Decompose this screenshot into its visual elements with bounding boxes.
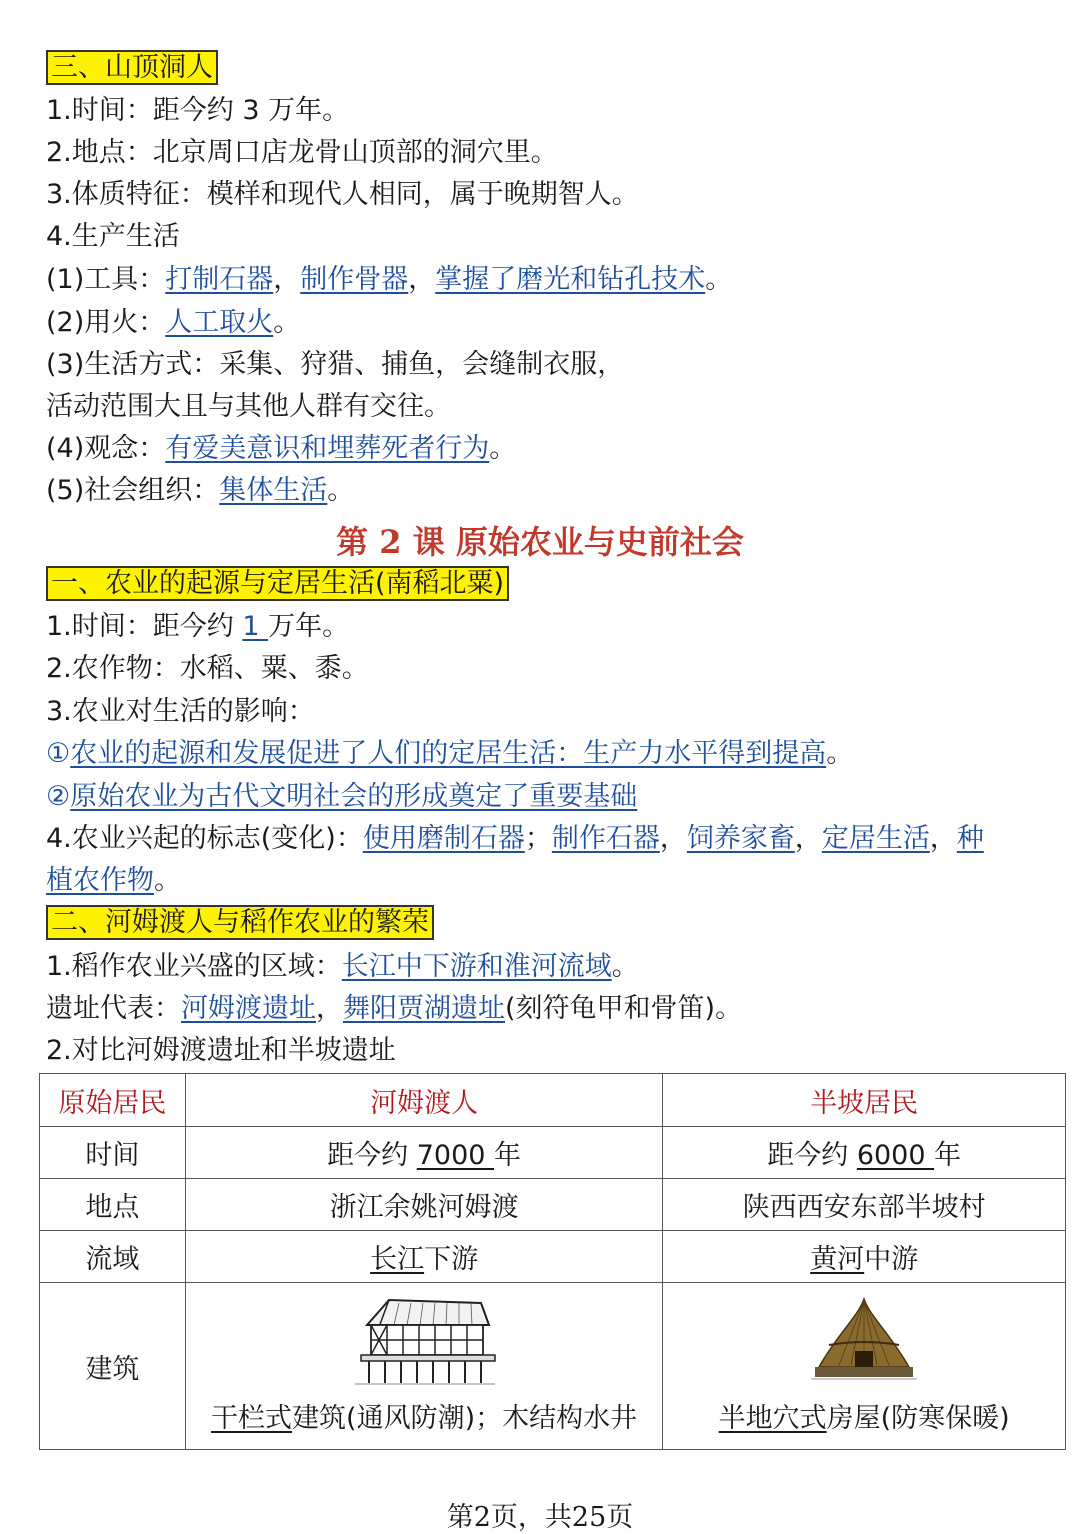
punct: 。 <box>489 433 517 464</box>
label: 遗址代表： <box>46 993 181 1024</box>
table-cell <box>663 1283 1066 1450</box>
lesson-title: 第 2 课 原始农业与史前社会 <box>336 523 744 561</box>
cell-text: 距今约 <box>767 1140 857 1171</box>
table-header: 半坡居民 <box>663 1074 1066 1127</box>
punct: ， <box>929 823 957 854</box>
punct: 。 <box>273 307 301 338</box>
answer: 使用磨制石器 <box>362 823 525 854</box>
table-row <box>40 1231 1066 1283</box>
label: 4.农业兴起的标志(变化)： <box>46 823 363 854</box>
label: (4)观念： <box>46 433 166 464</box>
label: 1.稻作农业兴盛的区域： <box>46 951 342 982</box>
label: (5)社会组织： <box>46 475 220 506</box>
text-line: 2.农作物：水稻、粟、黍。 <box>46 653 369 684</box>
text-line <box>46 821 984 857</box>
text-line <box>46 305 300 341</box>
row-label: 地点 <box>40 1179 186 1231</box>
punct: ， <box>659 823 687 854</box>
label: (2)用火： <box>46 307 166 338</box>
table-cell <box>185 1127 663 1179</box>
answer: 人工取火 <box>165 307 274 338</box>
text-line <box>46 949 639 985</box>
text-line: 活动范围大且与其他人群有交往。 <box>46 391 451 422</box>
table-cell <box>185 1231 663 1283</box>
answer: 打制石器 <box>165 264 274 295</box>
text-line: 3.农业对生活的影响： <box>46 696 315 727</box>
punct: ， <box>408 264 436 295</box>
table-header-row <box>40 1074 1066 1127</box>
answer: 舞阳贾湖遗址 <box>343 993 505 1024</box>
table-row <box>40 1127 1066 1179</box>
table-header: 河姆渡人 <box>185 1074 663 1127</box>
text-line <box>46 431 516 467</box>
answer: 原始农业为古代文明社会的形成奠定了重要基础 <box>70 781 638 812</box>
label: 万年。 <box>268 611 350 642</box>
answer: 河姆渡遗址 <box>181 993 316 1024</box>
circled-number: ① <box>46 738 71 769</box>
cell-text: 中游 <box>864 1244 919 1275</box>
punct: ， <box>794 823 822 854</box>
cell-text: 建筑(通风防潮)；木结构水井 <box>292 1403 638 1434</box>
text-line <box>46 609 349 645</box>
cell-text: 年 <box>494 1140 522 1171</box>
table-cell: 浙江余姚河姆渡 <box>185 1179 663 1231</box>
text-line: 1.时间：距今约 3 万年。 <box>46 95 350 126</box>
text-line: 3.体质特征：模样和现代人相同，属于晚期智人。 <box>46 179 639 210</box>
underlined-value: 长江 <box>370 1244 425 1275</box>
text-line: (3)生活方式：采集、狩猎、捕鱼，会缝制衣服， <box>46 349 625 380</box>
text-line <box>46 736 853 772</box>
answer: 制作石器 <box>551 823 660 854</box>
answer: 掌握了磨光和钻孔技术 <box>435 264 706 295</box>
highlighted-heading: 二、河姆渡人与稻作农业的繁荣 <box>46 905 434 940</box>
punct: 。 <box>327 475 355 506</box>
table-cell <box>663 1231 1066 1283</box>
table-cell: 陕西西安东部半坡村 <box>663 1179 1066 1231</box>
punct: ， <box>273 264 301 295</box>
building-caption <box>663 1396 1065 1449</box>
cell-text: 距今约 <box>327 1140 417 1171</box>
underlined-value: 干栏式 <box>211 1403 293 1434</box>
cell-text: 房屋(防寒保暖) <box>826 1403 1010 1434</box>
text-line <box>46 991 742 1027</box>
text-line: 2.对比河姆渡遗址和半坡遗址 <box>46 1035 396 1066</box>
table-cell <box>663 1127 1066 1179</box>
text-line <box>46 779 637 815</box>
answer: 植农作物 <box>46 865 154 896</box>
punct: 。 <box>611 951 639 982</box>
underlined-value: 7000 <box>416 1140 495 1171</box>
table-row <box>40 1179 1066 1231</box>
text-line <box>46 473 354 509</box>
answer: 集体生活 <box>219 475 328 506</box>
section-heading <box>46 905 434 941</box>
row-label: 时间 <box>40 1127 186 1179</box>
row-label: 建筑 <box>40 1283 186 1450</box>
table-cell <box>185 1283 663 1450</box>
answer: 农业的起源和发展促进了人们的定居生活：生产力水平得到提高 <box>70 738 827 769</box>
table-row <box>40 1283 1066 1450</box>
punct: ； <box>524 823 552 854</box>
label: (刻符龟甲和骨笛)。 <box>505 993 743 1024</box>
building-caption <box>186 1396 663 1449</box>
stilt-house-illustration <box>349 1295 499 1390</box>
section-heading <box>46 566 509 602</box>
answer: 有爱美意识和埋葬死者行为 <box>165 433 490 464</box>
answer: 长江中下游和淮河流域 <box>341 951 612 982</box>
answer: 定居生活 <box>821 823 930 854</box>
comparison-table <box>39 1073 1066 1450</box>
highlighted-heading: 一、农业的起源与定居生活(南稻北粟) <box>46 566 509 601</box>
highlighted-heading: 三、山顶洞人 <box>46 50 218 85</box>
label: 1.时间：距今约 <box>46 611 243 642</box>
answer: 种 <box>956 823 984 854</box>
underlined-value: 6000 <box>856 1140 935 1171</box>
text-line <box>46 262 732 298</box>
answer: 1 <box>242 611 269 642</box>
cell-text: 年 <box>934 1140 962 1171</box>
section-heading <box>46 50 218 86</box>
label: (1)工具： <box>46 264 166 295</box>
punct: 。 <box>154 865 181 896</box>
punct: 。 <box>705 264 733 295</box>
underlined-value: 黄河 <box>810 1244 865 1275</box>
answer: 饲养家畜 <box>686 823 795 854</box>
underlined-value: 半地穴式 <box>718 1403 827 1434</box>
text-line: 2.地点：北京周口店龙骨山顶部的洞穴里。 <box>46 137 558 168</box>
semi-subterranean-hut-illustration <box>809 1295 919 1390</box>
page-footer: 第2页，共25页 <box>446 1502 634 1533</box>
answer: 制作骨器 <box>300 264 409 295</box>
row-label: 流域 <box>40 1231 186 1283</box>
table-header: 原始居民 <box>40 1074 186 1127</box>
text-line <box>46 863 181 899</box>
punct: 。 <box>826 738 854 769</box>
punct: ， <box>316 993 343 1024</box>
circled-number: ② <box>46 781 71 812</box>
cell-text: 下游 <box>424 1244 479 1275</box>
text-line: 4.生产生活 <box>46 221 180 252</box>
